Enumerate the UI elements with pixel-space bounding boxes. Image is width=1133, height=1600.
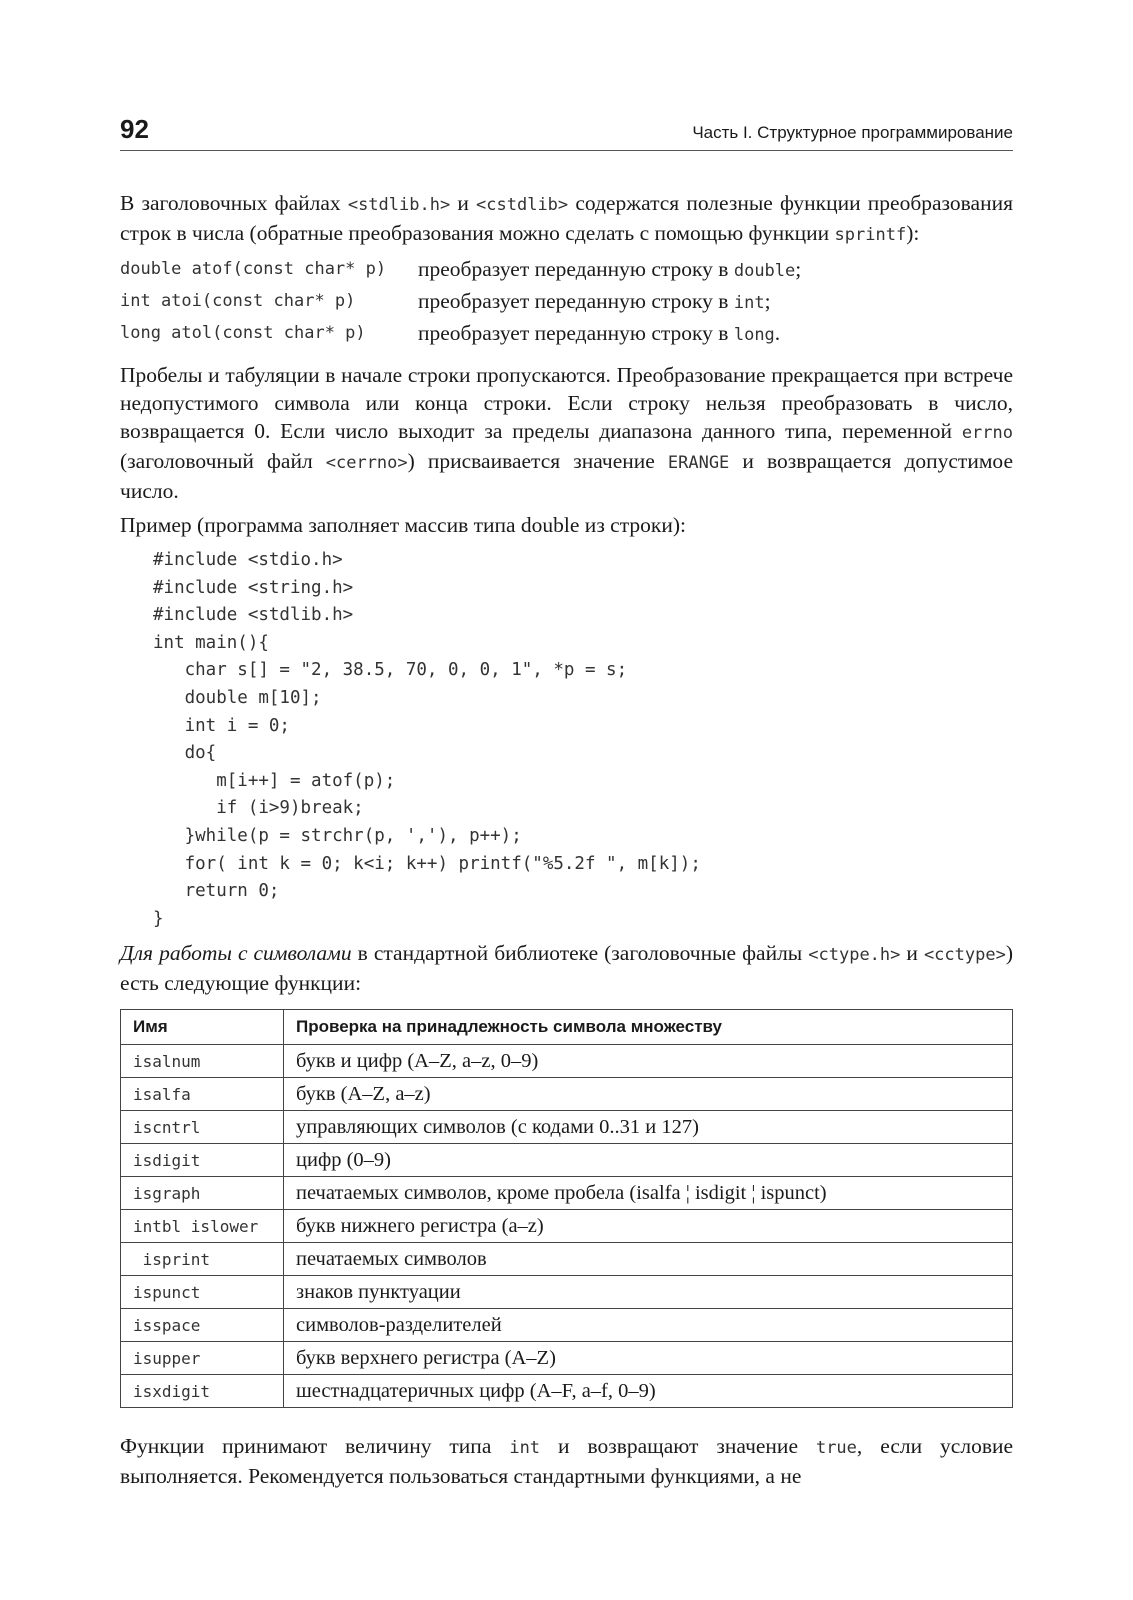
table-row — [121, 1309, 1013, 1342]
function-name-cell: isspace — [121, 1309, 284, 1342]
function-name-cell: isalfa — [121, 1078, 284, 1111]
code-line: #include <stdio.h> — [153, 550, 343, 570]
function-desc-end: ; — [764, 288, 771, 313]
function-name-cell: isalnum — [121, 1045, 284, 1078]
function-name-cell: ispunct — [121, 1276, 284, 1309]
para4-text-1: в стандартной библиотеке (заголовочные файлы — [351, 941, 809, 966]
code-line: do{ — [153, 743, 217, 764]
code-line: int main(){ — [153, 632, 269, 653]
conversion-function-row — [120, 253, 1013, 285]
function-desc-cell: знаков пунктуации — [284, 1276, 1013, 1309]
function-description — [418, 289, 771, 314]
intro-paragraph — [120, 189, 1013, 249]
table-row — [121, 1276, 1013, 1309]
function-name-cell: isxdigit — [121, 1375, 284, 1408]
ctype-lead-italic: Для работы с символами — [120, 941, 352, 966]
para2-text-3: ) присваивается значение — [407, 449, 668, 473]
function-name-cell: iscntrl — [121, 1111, 284, 1144]
function-desc-cell: шестнадцатеричных цифр (A–F, a–f, 0–9) — [284, 1375, 1013, 1408]
ctype-header: <ctype.h> — [808, 945, 901, 966]
function-desc-cell: печатаемых символов, кроме пробела (isalfa ¦ isdigit ¦ ispunct) — [284, 1177, 1013, 1210]
function-description — [418, 257, 801, 282]
para5-text-3: , если условие выполняется. Рекомендуется пользоваться стандартными функциями, а не — [120, 1434, 1014, 1489]
true-value: true — [815, 1438, 857, 1459]
conversion-function-row — [120, 285, 1013, 317]
table-row — [121, 1078, 1013, 1111]
conversion-behavior-paragraph — [120, 361, 1013, 505]
function-desc-text: преобразует переданную строку в — [418, 320, 734, 345]
function-return-type: int — [733, 292, 765, 313]
closing-paragraph — [120, 1432, 1013, 1490]
column-header-check: Проверка на принадлежность символа множеству — [284, 1010, 1013, 1045]
function-signature: long atol(const char* p) — [120, 323, 366, 343]
code-line: int i = 0; — [153, 715, 290, 736]
page-header — [120, 108, 1013, 151]
function-desc-end: . — [774, 320, 781, 345]
table-row — [121, 1144, 1013, 1177]
intro-header-cstdlib: <cstdlib> — [476, 195, 569, 215]
table-row — [121, 1342, 1013, 1375]
code-line: char s[] = "2, 38.5, 70, 0, 0, 1", *p = s; — [153, 660, 628, 681]
function-desc-text: преобразует переданную строку в — [418, 288, 734, 313]
para2-text-1: Пробелы и табуляции в начале строки пропускаются. Преобразование прекращается при встрече недопустимого символа или конца строки. Если строку нельзя преобразовать в число, возвращается 0. Если число выходит за пределы диапазона данного типа, переменной — [120, 363, 1013, 443]
function-name-cell: intbl islower — [121, 1210, 284, 1243]
page-number: 92 — [120, 114, 149, 144]
example-intro: Пример (программа заполняет массив типа double из строки): — [120, 513, 686, 537]
function-desc-cell: букв верхнего регистра (A–Z) — [284, 1342, 1013, 1375]
intro-text-4: ): — [906, 221, 920, 245]
para4-text-2: и — [900, 941, 924, 966]
para5-text-2: и возвращают значение — [540, 1434, 816, 1459]
table-row — [121, 1111, 1013, 1144]
cerrno-header: <cerrno> — [325, 453, 408, 473]
table-row — [121, 1045, 1013, 1078]
int-type: int — [509, 1438, 541, 1459]
function-desc-cell: букв (A–Z, a–z) — [284, 1078, 1013, 1111]
intro-text-1: В заголовочных файлах — [120, 191, 348, 215]
table-row — [121, 1243, 1013, 1276]
function-desc-cell: символов-разделителей — [284, 1309, 1013, 1342]
errno-variable: errno — [961, 423, 1013, 443]
code-line: for( int k = 0; k<i; k++) printf("%5.2f ", m[k]); — [153, 853, 701, 874]
function-desc-cell: печатаемых символов — [284, 1243, 1013, 1276]
function-signature: int atoi(const char* p) — [120, 291, 356, 311]
code-line: if (i>9)break; — [153, 798, 364, 819]
code-line: double m[10]; — [153, 687, 322, 708]
conversion-function-list — [120, 253, 1013, 349]
cctype-header: <cctype> — [923, 945, 1006, 966]
intro-header-stdlib: <stdlib.h> — [347, 195, 451, 215]
function-desc-end: ; — [795, 256, 802, 281]
code-line: m[i++] = atof(p); — [153, 770, 396, 791]
function-desc-text: преобразует переданную строку в — [418, 256, 734, 281]
table-row — [121, 1210, 1013, 1243]
ctype-functions-table — [120, 1009, 1013, 1408]
function-return-type: long — [733, 324, 775, 345]
code-line: }while(p = strchr(p, ','), p++); — [153, 825, 522, 846]
code-line: #include <stdlib.h> — [153, 605, 354, 626]
table-header-row — [121, 1010, 1013, 1045]
para2-text-2: (заголовочный файл — [120, 449, 326, 473]
function-name-cell: isupper — [121, 1342, 284, 1375]
conversion-function-row — [120, 317, 1013, 349]
function-desc-cell: букв и цифр (A–Z, a–z, 0–9) — [284, 1045, 1013, 1078]
code-line: #include <string.h> — [153, 577, 354, 598]
function-name-cell: isgraph — [121, 1177, 284, 1210]
function-return-type: double — [733, 260, 796, 281]
function-desc-cell: букв нижнего регистра (a–z) — [284, 1210, 1013, 1243]
intro-func-sprintf: sprintf — [834, 225, 907, 245]
erange-constant: ERANGE — [667, 453, 730, 473]
para2-text-4: и возвращается допустимое число. — [120, 449, 1013, 503]
code-line: } — [153, 908, 164, 929]
column-header-name: Имя — [121, 1010, 284, 1045]
function-name-cell: isdigit — [121, 1144, 284, 1177]
code-line: return 0; — [153, 881, 280, 902]
function-description — [418, 321, 780, 346]
para5-text-1: Функции принимают величину типа — [120, 1434, 510, 1459]
intro-text-2: и — [450, 191, 477, 215]
running-head: Часть I. Структурное программирование — [692, 123, 1013, 142]
table-row — [121, 1375, 1013, 1408]
ctype-intro-paragraph — [120, 939, 1013, 997]
function-signature: double atof(const char* p) — [120, 259, 387, 279]
function-name-cell: isprint — [121, 1243, 284, 1276]
function-desc-cell: управляющих символов (с кодами 0..31 и 127) — [284, 1111, 1013, 1144]
code-example — [153, 547, 1013, 933]
book-page — [120, 108, 1013, 1490]
function-desc-cell: цифр (0–9) — [284, 1144, 1013, 1177]
table-row — [121, 1177, 1013, 1210]
para4-text-3: ) есть следующие функции: — [120, 941, 1013, 996]
intro-text-3: содержатся полезные функции преобразования строк в числа (обратные преобразования можно сделать с помощью функции — [120, 191, 1013, 245]
